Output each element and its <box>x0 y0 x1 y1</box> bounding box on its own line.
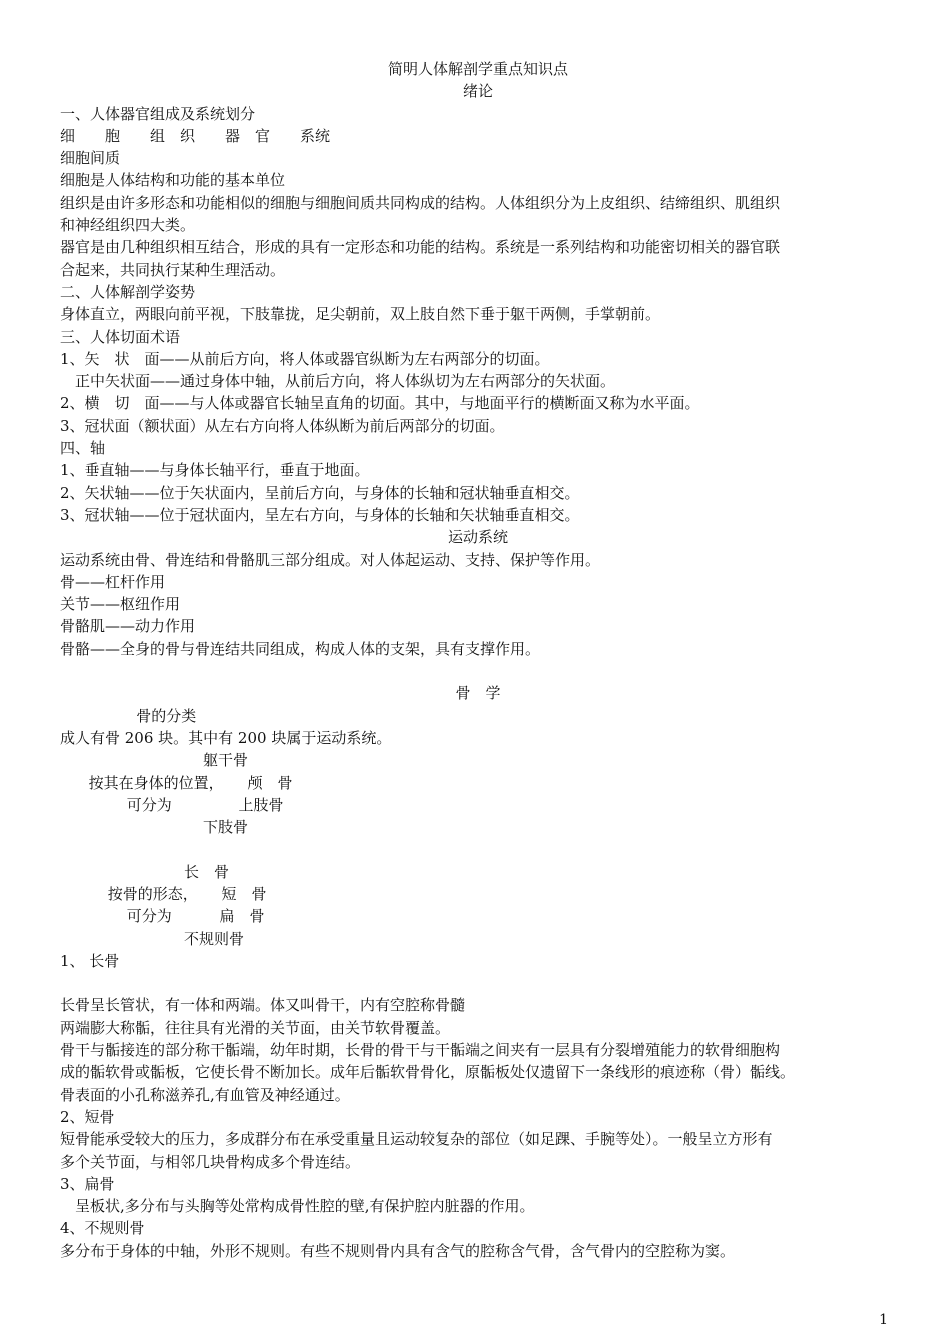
text-line: 骨骼——全身的骨与骨连结共同组成，构成人体的支架，具有支撑作用。 <box>60 639 541 658</box>
text-line: 运动系统由骨、骨连结和骨骼肌三部分组成。对人体起运动、支持、保护等作用。 <box>60 550 601 569</box>
text-line: 长 骨 <box>60 862 229 881</box>
text-line: 多个关节面，与相邻几块骨构成多个骨连结。 <box>60 1152 361 1171</box>
text-line: 骨的分类 <box>60 706 197 725</box>
text-line: 不规则骨 <box>60 929 244 948</box>
text-line: 多分布于身体的中轴，外形不规则。有些不规则骨内具有含气的腔称含气骨，含气骨内的空腔称为窦。 <box>60 1241 736 1260</box>
text-line: 身体直立，两眼向前平视，下肢靠拢，足尖朝前，双上肢自然下垂于躯干两侧，手掌朝前。 <box>60 305 661 324</box>
text-line: 可分为 扁 骨 <box>60 907 265 926</box>
text-line <box>60 660 896 682</box>
text-line: 1、垂直轴——与身体长轴平行，垂直于地面。 <box>60 461 370 480</box>
text-line: 细胞间质 <box>60 149 121 168</box>
text-line <box>60 838 896 860</box>
text-line: 骨干与骺接连的部分称干骺端，幼年时期，长骨的骨干与干骺端之间夹有一层具有分裂增殖能力的软骨细胞构 <box>60 1041 781 1060</box>
text-line: 三、人体切面术语 <box>60 327 181 346</box>
text-line: 四、轴 <box>60 439 106 458</box>
page-number: 1 <box>879 1312 888 1328</box>
text-line: 1、矢 状 面——从前后方向，将人体或器官纵断为左右两部分的切面。 <box>60 349 550 368</box>
text-line: 成的骺软骨或骺板，它使长骨不断加长。成年后骺软骨骨化，原骺板处仅遗留下一条线形的痕迹称（骨）骺线。 <box>60 1063 796 1082</box>
text-line: 骨骼肌——动力作用 <box>60 617 196 636</box>
text-line: 下肢骨 <box>60 818 249 837</box>
text-line: 合起来，共同执行某种生理活动。 <box>60 260 286 279</box>
document-body <box>60 58 896 1262</box>
text-line: 2、横 切 面——与人体或器官长轴呈直角的切面。其中，与地面平行的横断面又称为水平面。 <box>60 394 700 413</box>
text-line: 1、 长骨 <box>60 951 120 970</box>
text-line: 长骨呈长管状，有一体和两端。体又叫骨干，内有空腔称骨髓 <box>60 996 466 1015</box>
text-line: 躯干骨 <box>60 751 249 770</box>
page-title: 简明人体解剖学重点知识点 <box>387 60 568 78</box>
text-line: 3、扁骨 <box>60 1174 115 1193</box>
text-line: 组织是由许多形态和功能相似的细胞与细胞间质共同构成的结构。人体组织分为上皮组织、结缔组织、肌组织 <box>60 193 781 212</box>
text-line: 3、冠状面（额状面）从左右方向将人体纵断为前后两部分的切面。 <box>60 416 505 435</box>
text-line: 3、冠状轴——位于冠状面内，呈左右方向，与身体的长轴和矢状轴垂直相交。 <box>60 505 580 524</box>
text-line: 可分为 上肢骨 <box>60 795 284 814</box>
text-line: 细 胞 组 织 器 官 系统 <box>60 126 331 145</box>
text-line: 短骨能承受较大的压力，多成群分布在承受重量且运动较复杂的部位（如足踝、手腕等处）。一般呈立方形有 <box>60 1130 773 1149</box>
text-line: 细胞是人体结构和功能的基本单位 <box>60 171 286 190</box>
text-line: 器官是由几种组织相互结合，形成的具有一定形态和功能的结构。系统是一系列结构和功能密切相关的器官联 <box>60 238 781 257</box>
text-line: 骨表面的小孔称滋养孔,有血管及神经通过。 <box>60 1085 350 1104</box>
text-line: 关节——枢纽作用 <box>60 595 181 614</box>
text-line: 4、不规则骨 <box>60 1219 145 1238</box>
text-line: 呈板状,多分布与头胸等处常构成骨性腔的壁,有保护腔内脏器的作用。 <box>60 1197 535 1216</box>
text-line: 一、人体器官组成及系统划分 <box>60 104 256 123</box>
text-line: 2、矢状轴——位于矢状面内，呈前后方向，与身体的长轴和冠状轴垂直相交。 <box>60 483 580 502</box>
text-line: 按其在身体的位置， 颅 骨 <box>60 773 293 792</box>
text-line: 骨——杠杆作用 <box>60 572 166 591</box>
document-lines <box>60 80 896 1262</box>
text-line: 绪论 <box>462 82 493 101</box>
text-line: 按骨的形态， 短 骨 <box>60 884 267 903</box>
text-line: 运动系统 <box>447 528 508 547</box>
text-line: 正中矢状面——通过身体中轴，从前后方向，将人体纵切为左右两部分的矢状面。 <box>60 372 616 391</box>
text-line: 骨 学 <box>455 684 501 703</box>
text-line <box>60 972 896 994</box>
text-line: 和神经组织四大类。 <box>60 216 196 235</box>
text-line: 二、人体解剖学姿势 <box>60 282 196 301</box>
text-line: 2、短骨 <box>60 1107 115 1126</box>
text-line: 两端膨大称骺，往往具有光滑的关节面，由关节软骨覆盖。 <box>60 1018 451 1037</box>
text-line: 成人有骨 206 块。其中有 200 块属于运动系统。 <box>60 728 392 747</box>
